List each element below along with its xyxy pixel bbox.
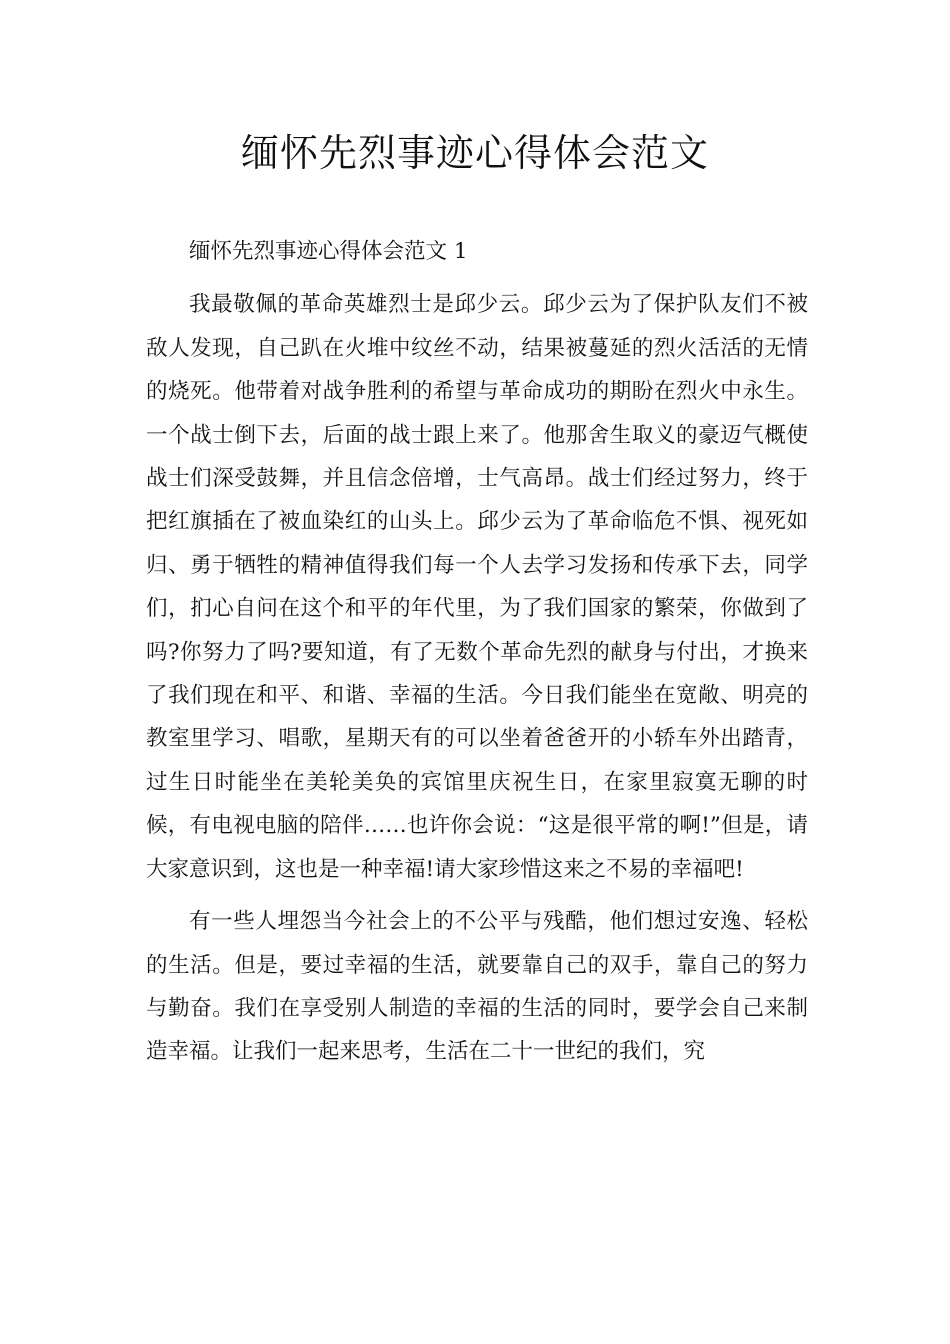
section-heading: 缅怀先烈事迹心得体会范文 1 xyxy=(189,239,468,264)
document-title: 缅怀先烈事迹心得体会范文 xyxy=(240,131,709,175)
document-body xyxy=(146,230,808,1074)
paragraph-1: 我最敬佩的革命英雄烈士是邱少云。邱少云为了保护队友们不被敌人发现，自己趴在火堆中纹丝不动，结果被蔓延的烈火活活的无情的烧死。他带着对战争胜利的希望与革命成功的期盼在烈火中永生。一个战士倒下去，后面的战士跟上来了。他那舍生取义的豪迈气概使战士们深受鼓舞，并且信念倍增，士气高昂。战士们经过努力，终于把红旗插在了被血染红的山头上。邱少云为了革命临危不惧、视死如归、勇于牺牲的精神值得我们每一个人去学习发扬和传承下去，同学们，扪心自问在这个和平的年代里，为了我们国家的繁荣，你做到了吗?你努力了吗?要知道，有了无数个革命先烈的献身与付出，才换来了我们现在和平、和谐、幸福的生活。今日我们能坐在宽敞、明亮的教室里学习、唱歌，星期天有的可以坐着爸爸开的小轿车外出踏青，过生日时能坐在美轮美奂的宾馆里庆祝生日，在家里寂寞无聊的时候，有电视电脑的陪伴……也许你会说：“这是很平常的啊!”但是，请大家意识到，这也是一种幸福!请大家珍惜这来之不易的幸福吧! xyxy=(146,292,808,882)
paragraph-2: 有一些人埋怨当今社会上的不公平与残酷，他们想过安逸、轻松的生活。但是，要过幸福的生活，就要靠自己的双手，靠自己的努力与勤奋。我们在享受别人制造的幸福的生活的同时，要学会自己来制造幸福。让我们一起来思考，生活在二十一世纪的我们，究 xyxy=(146,909,808,1065)
